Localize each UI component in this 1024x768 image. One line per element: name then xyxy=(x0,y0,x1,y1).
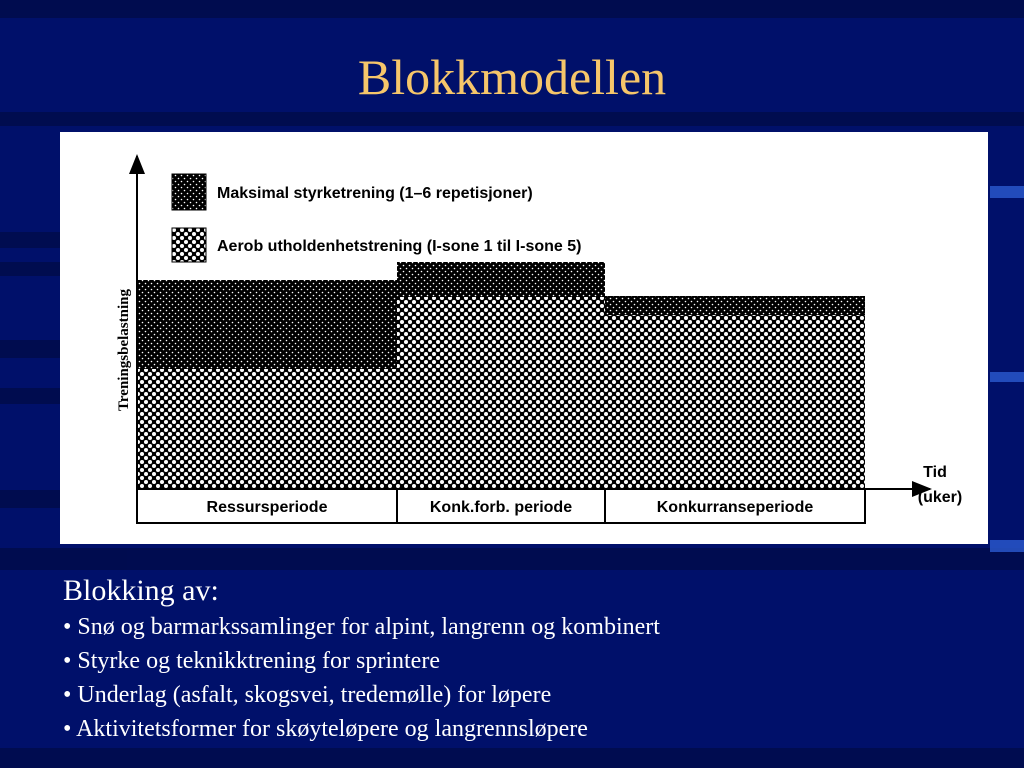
block-aerobic-period-3 xyxy=(605,315,865,489)
x-axis-label-line1: Tid xyxy=(923,464,947,481)
slide-title: Blokkmodellen xyxy=(357,49,667,105)
block-strength-period-1 xyxy=(137,280,397,369)
bullet-item: • Aktivitetsformer for skøyteløpere og langrennsløpere xyxy=(63,716,588,742)
legend-swatch-aerobic xyxy=(172,228,206,262)
block-strength-period-3 xyxy=(605,296,865,315)
legend-label-aerobic: Aerob utholdenhetstrening (I-sone 1 til I-sone 5) xyxy=(217,238,582,255)
block-model-diagram xyxy=(60,132,988,544)
block-aerobic-period-1 xyxy=(137,369,397,489)
legend-swatch-strength xyxy=(172,174,206,210)
y-axis-label: Treningsbelastning xyxy=(116,289,132,411)
block-aerobic-period-2 xyxy=(397,297,605,489)
bullet-heading: Blokking av: xyxy=(63,574,219,607)
bullet-list xyxy=(63,572,1003,746)
block-strength-period-2 xyxy=(397,262,605,297)
bullet-item: • Styrke og teknikktrening for sprintere xyxy=(63,648,440,674)
bullet-item: • Underlag (asfalt, skogsvei, tredemølle) for løpere xyxy=(63,682,552,708)
legend-label-strength: Maksimal styrketrening (1–6 repetisjoner) xyxy=(217,185,533,202)
period-label-1: Ressursperiode xyxy=(206,499,328,516)
period-label-2: Konk.forb. periode xyxy=(429,499,573,516)
bullet-item: • Snø og barmarkssamlinger for alpint, langrenn og kombinert xyxy=(63,614,660,640)
period-label-3: Konkurranseperiode xyxy=(656,499,814,516)
x-axis-label-line2: (uker) xyxy=(917,489,963,506)
